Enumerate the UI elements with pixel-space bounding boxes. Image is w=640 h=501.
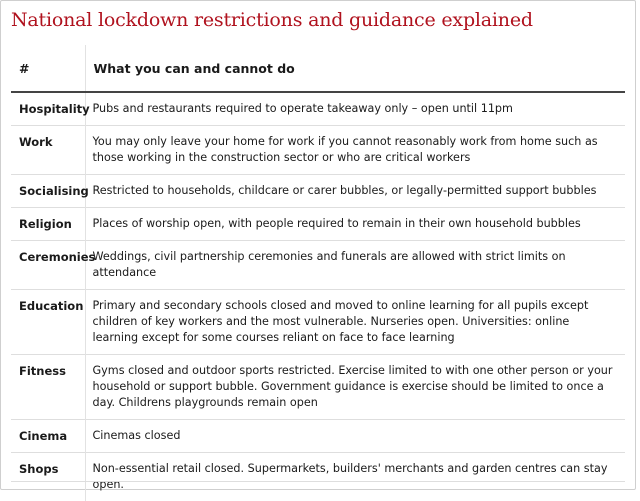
row-label: Socialising: [11, 175, 85, 208]
row-description: You may only leave your home for work if you cannot reasonably work from home such as those working in the construction sector or who are critical workers: [85, 126, 625, 175]
row-description: Cinemas closed: [85, 420, 625, 453]
row-label: Shops: [11, 453, 85, 501]
table-row: [11, 355, 625, 420]
table-header-row: [11, 45, 625, 92]
table-bottom-divider: [11, 481, 625, 482]
column-header-rules: What you can and cannot do: [85, 45, 625, 92]
row-label: Religion: [11, 208, 85, 241]
row-description: Restricted to households, childcare or carer bubbles, or legally-permitted support bubbles: [85, 175, 625, 208]
row-label: Hospitality: [11, 92, 85, 126]
row-label: Fitness: [11, 355, 85, 420]
row-description: Non-essential retail closed. Supermarkets, builders' merchants and garden centres can stay open.: [85, 453, 625, 501]
table-row: [11, 290, 625, 355]
restrictions-table-wrapper: [11, 45, 625, 501]
row-description: Primary and secondary schools closed and moved to online learning for all pupils except children of key workers and the most vulnerable. Nurseries open. Universities: online learning except for some courses reliant on face to face learning: [85, 290, 625, 355]
row-description: Places of worship open, with people required to remain in their own household bubbles: [85, 208, 625, 241]
row-label: Ceremonies: [11, 241, 85, 290]
row-description: Gyms closed and outdoor sports restricted. Exercise limited to with one other person or your household or support bubble. Government guidance is exercise should be limited to once a day. Childrens playgrounds remain open: [85, 355, 625, 420]
restrictions-table: [11, 45, 625, 501]
table-row: [11, 126, 625, 175]
table-row: [11, 420, 625, 453]
row-description: Weddings, civil partnership ceremonies and funerals are allowed with strict limits on attendance: [85, 241, 625, 290]
row-label: Cinema: [11, 420, 85, 453]
table-row: [11, 241, 625, 290]
row-label: Education: [11, 290, 85, 355]
row-description: Pubs and restaurants required to operate takeaway only – open until 11pm: [85, 92, 625, 126]
table-row: [11, 175, 625, 208]
table-row: [11, 92, 625, 126]
page-title: National lockdown restrictions and guidance explained: [11, 9, 533, 31]
column-header-number: #: [11, 45, 85, 92]
row-label: Work: [11, 126, 85, 175]
table-row: [11, 208, 625, 241]
